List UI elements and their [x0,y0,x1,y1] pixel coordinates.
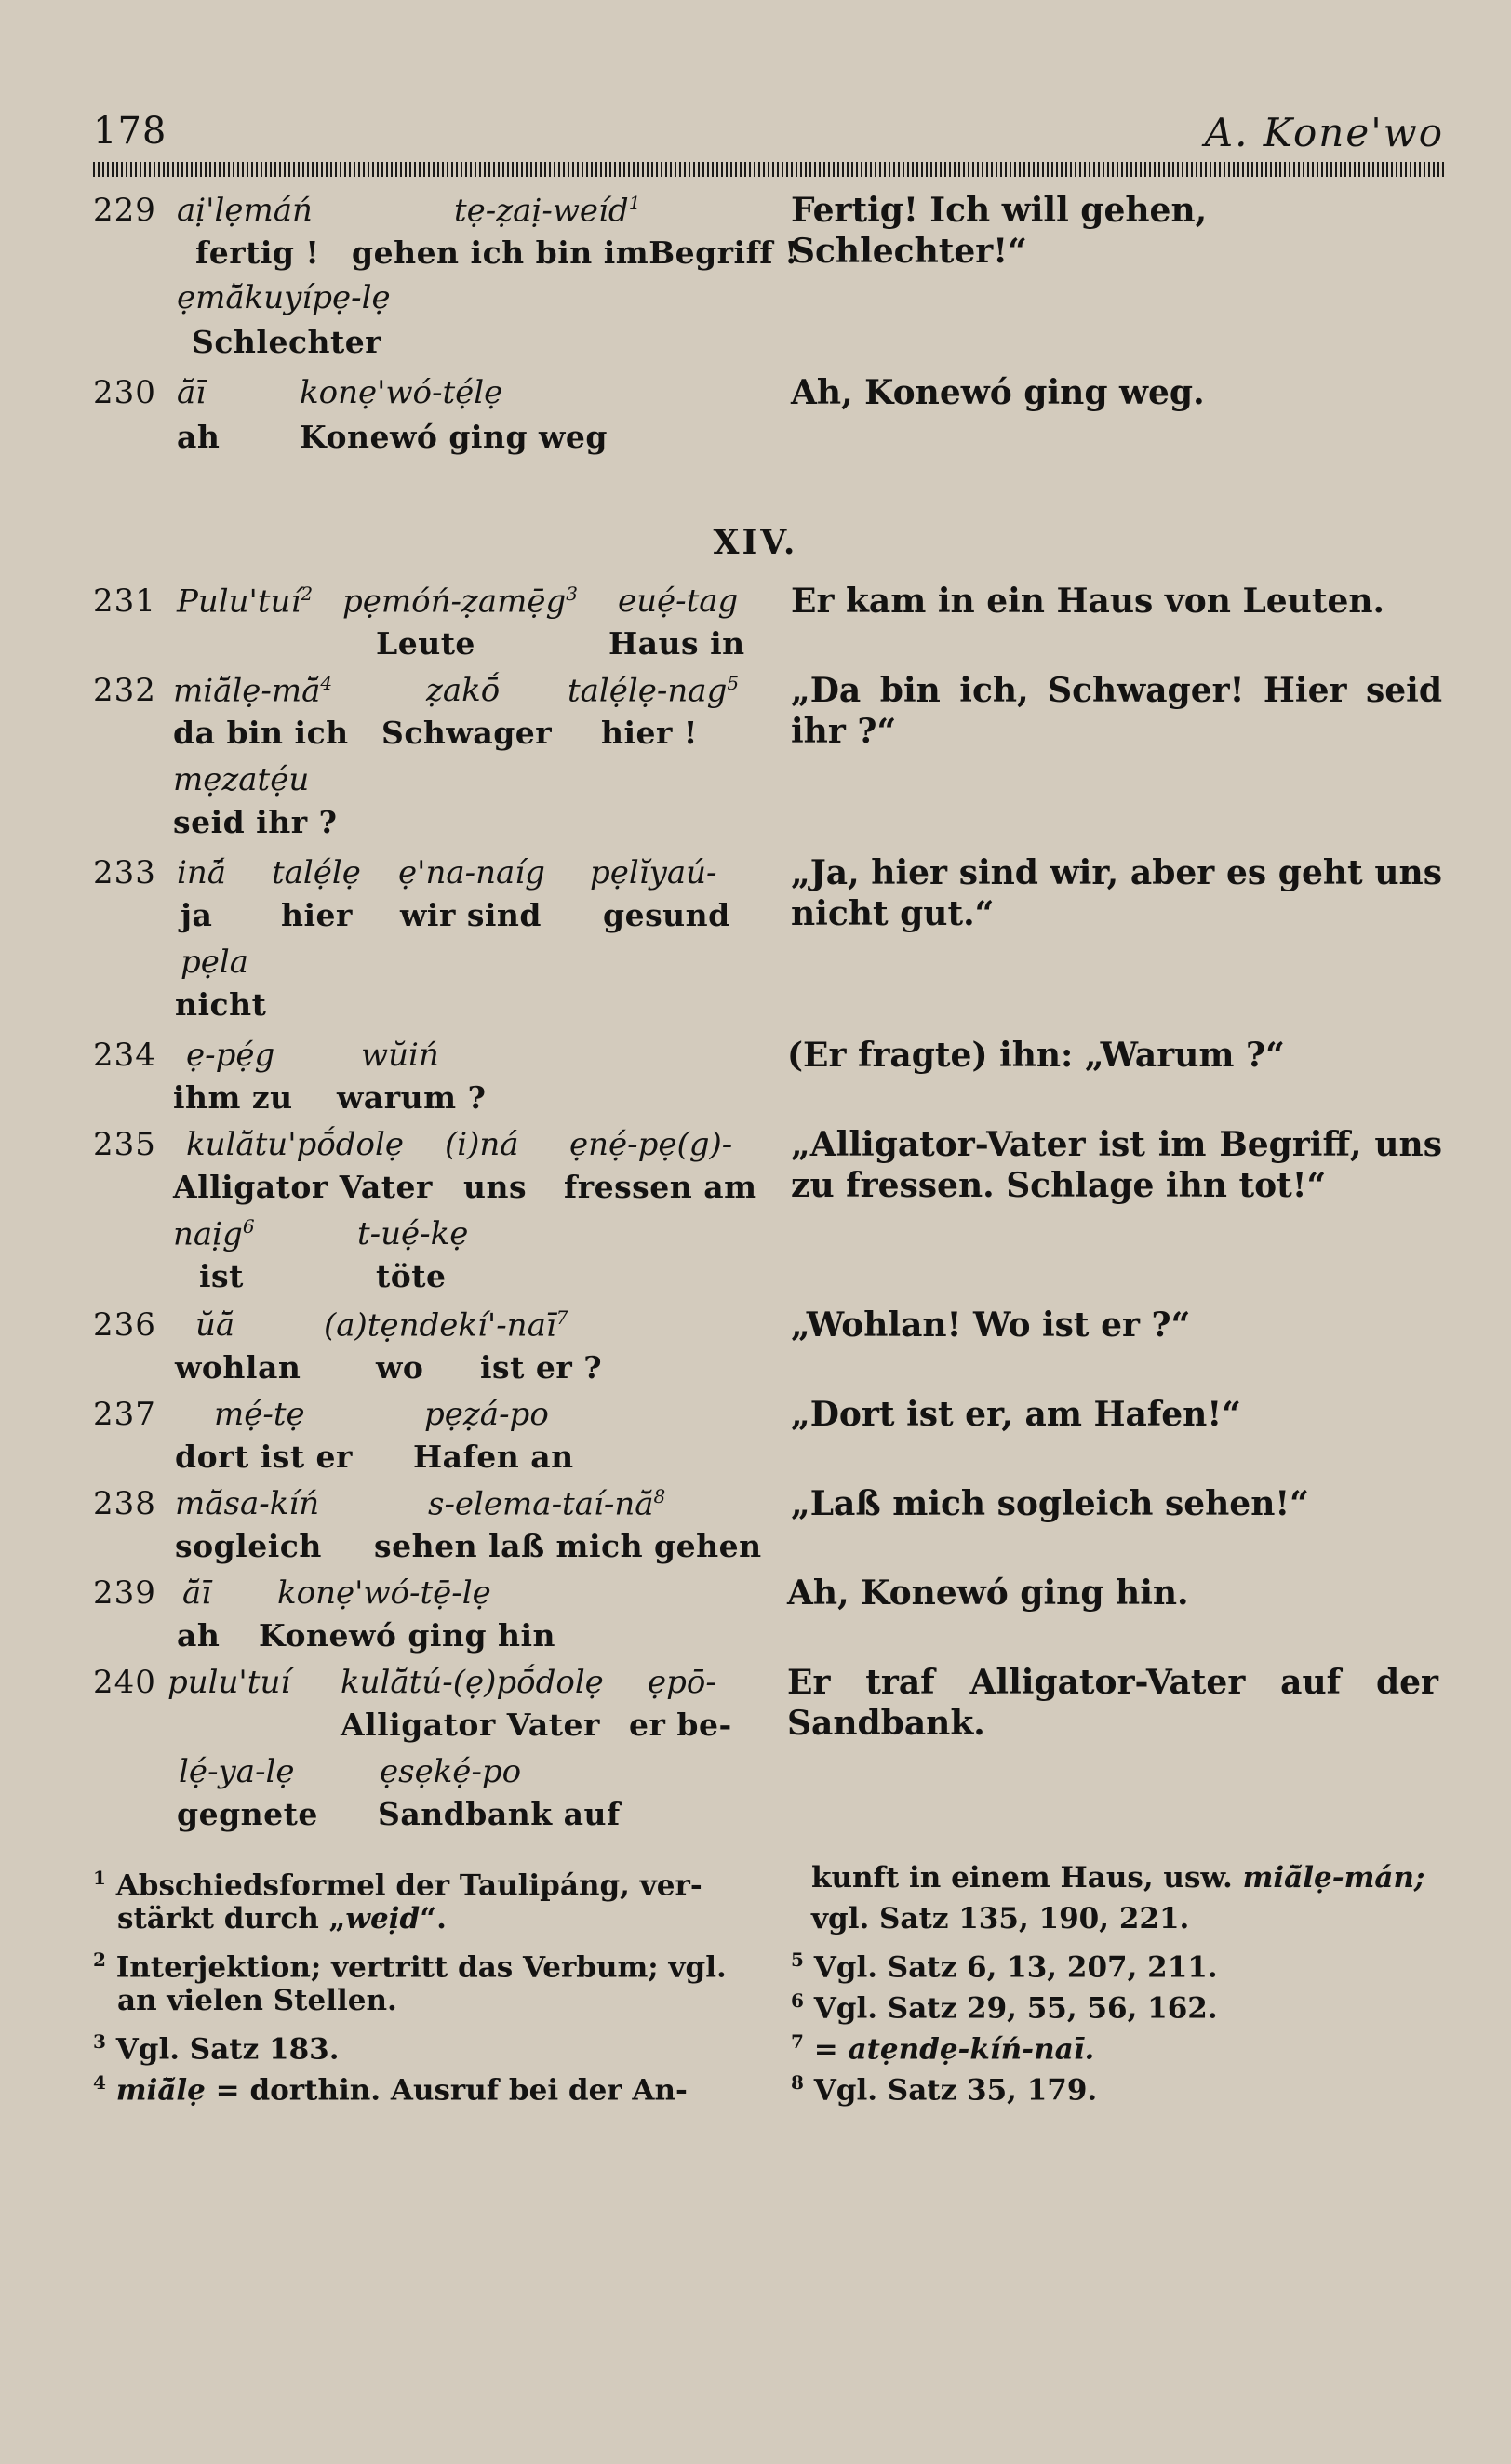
native-text: inā́ [177,854,227,891]
native-text: (a)tẹndekí'-naī$^7$ [324,1306,568,1345]
gloss: nicht [175,986,267,1023]
native-text: ẹnẹ́-pẹ(g)- [569,1126,733,1163]
native-text: ā̆ī [182,1574,212,1612]
native-text: s-elema-taí-nā̆$^8$ [428,1485,666,1523]
translation: „Laß mich sogleich sehen!“ [791,1484,1309,1523]
native-text: kulā̆tú-(ẹ)pṓdolẹ [341,1664,604,1701]
native-text: mā̆sa-kíń [175,1485,320,1522]
gloss: Schwager [381,715,553,751]
gloss: dort ist er [175,1439,353,1475]
gloss: Konewó ging weg [300,419,608,455]
native-text: ẹ-pẹ́g [186,1037,275,1074]
gloss: fressen am [564,1169,757,1205]
native-text: konẹ'wó-tẹ́lẹ [300,374,503,411]
footnote-5: $^5$ Vgl. Satz 6, 13, 207, 211. [791,1948,1218,1985]
footnote-4-cont: kunft in einem Haus, usw. miā̆lẹ-mán; [811,1861,1425,1895]
gloss: uns [463,1169,528,1205]
native-text: talẹ́lẹ-nag$^5$ [568,672,740,710]
gloss: töte [376,1258,447,1294]
footnote-4: $^4$ miā̆lẹ = dorthin. Ausruf bei der An- [93,2071,688,2108]
translation: (Er fragte) ihn: „Warum ?“ [787,1036,1285,1075]
entry-number: 234 [93,1037,156,1074]
footnote-6: $^6$ Vgl. Satz 29, 55, 56, 162. [791,1989,1218,2026]
gloss: er be- [629,1707,732,1743]
native-text: ẹsẹkẹ́-po [380,1753,522,1790]
gloss: gesund [603,897,730,933]
translation: Er traf Alligator-Vater auf der Sandbank. [787,1663,1438,1743]
gloss: sogleich [175,1528,322,1564]
gloss: Hafen an [413,1439,574,1475]
native-text: ẹmā̆kuyípẹ-lẹ [177,279,391,316]
native-text: ẹ'na-naíg [398,854,545,891]
gloss: ah [177,1617,221,1654]
native-text: talẹ́lẹ [272,854,361,891]
translation: „Da bin ich, Schwager! Hier seid ihr ?“ [791,671,1442,751]
gloss: Konewó ging hin [259,1617,556,1654]
entry-number: 230 [93,374,156,411]
gloss: Schlechter [192,324,382,360]
translation: „Alligator-Vater ist im Begriff, uns zu fressen. Schlage ihn tot!“ [791,1125,1442,1205]
native-text: t-uẹ́-kẹ [357,1215,469,1252]
translation: Er kam in ein Haus von Leuten. [791,582,1385,621]
gloss: hier [281,897,353,933]
entry-number: 229 [93,192,156,229]
header-rule [93,162,1444,177]
native-text: miā̆lẹ-mā̆$^4$ [173,672,333,710]
footnote-7: $^7$ = atẹndẹ-kíń-naī. [791,2030,1095,2067]
running-title: A. Kone'wo [1204,110,1444,155]
native-text: pẹẓá-po [424,1396,549,1433]
translation: Ah, Konewó ging weg. [791,373,1205,412]
translation: Ah, Konewó ging hin. [787,1573,1189,1613]
gloss: Leute [376,625,475,662]
translation: „Wohlan! Wo ist er ?“ [791,1306,1191,1345]
footnote-3: $^3$ Vgl. Satz 183. [93,2030,340,2067]
gloss: Haus in [608,625,745,662]
gloss: seid ihr ? [173,804,338,840]
entry-number: 239 [93,1574,156,1612]
footnote-1-cont: stärkt durch „weịd“. [117,1902,447,1935]
gloss: ja [181,897,213,933]
gloss: wir sind [400,897,542,933]
gloss: ah [177,419,221,455]
gloss: da bin ich [173,715,349,751]
gloss: hier ! [601,715,698,751]
native-text: mẹ́-tẹ [214,1396,305,1433]
native-text: wŭiń [361,1037,439,1074]
entry-number: 237 [93,1396,156,1433]
gloss: wo [376,1349,424,1386]
native-text: ā̆ī [177,374,207,411]
native-text: naịg$^6$ [173,1215,255,1253]
footnote-2-cont: an vielen Stellen. [117,1984,397,2017]
page-number: 178 [93,110,167,153]
native-text: ŭā̆ [195,1306,235,1344]
native-text: (i)ná [445,1126,519,1163]
native-text: pulu'tuí [167,1664,291,1701]
native-text: pẹla [181,944,249,981]
native-text: euẹ́-tag [618,583,739,620]
gloss: wohlan [175,1349,301,1386]
gloss: gehen ich bin imBegriff ! [352,234,798,271]
gloss: ist er ? [480,1349,603,1386]
gloss: ist [199,1258,244,1294]
footnote-8: $^8$ Vgl. Satz 35, 179. [791,2071,1098,2108]
entry-number: 231 [93,583,156,620]
entry-number: 235 [93,1126,156,1163]
footnote-4-cont: vgl. Satz 135, 190, 221. [811,1902,1190,1935]
native-text: konẹ'wó-tẹ̄-lẹ [277,1574,491,1612]
native-text: mẹzatẹ́u [173,761,310,798]
entry-number: 236 [93,1306,156,1344]
entry-number: 238 [93,1485,156,1522]
translation: Fertig! Ich will gehen, Schlechter!“ [791,191,1208,271]
entry-number: 240 [93,1664,156,1701]
native-text: tẹ-ẓaị-weíd$^1$ [454,192,641,230]
gloss: Alligator Vater [341,1707,600,1743]
gloss: gegnete [177,1796,318,1832]
entry-number: 233 [93,854,156,891]
gloss: fertig ! [195,234,320,271]
gloss: Alligator Vater [173,1169,433,1205]
gloss: ihm zu [173,1079,293,1116]
native-text: Pulu'tuí$^2$ [177,583,314,621]
native-text: ẓakṓ [426,672,501,709]
native-text: pẹlĭyaú- [590,854,717,891]
footnote-1: $^1$ Abschiedsformel der Taulipáng, ver- [93,1867,702,1903]
translation: „Ja, hier sind wir, aber es geht uns nicht gut.“ [791,853,1442,933]
native-text: kulā̆tu'pṓdolẹ [186,1126,405,1163]
gloss: warum ? [337,1079,487,1116]
entry-number: 232 [93,672,156,709]
translation: „Dort ist er, am Hafen!“ [791,1395,1241,1434]
gloss: sehen laß mich gehen [374,1528,762,1564]
native-text: pẹmóń-$ẓamẹ̄g^3$ [342,583,579,621]
gloss: Sandbank auf [378,1796,621,1832]
native-text: lẹ́-ya-lẹ [179,1753,295,1790]
footnote-2: $^2$ Interjektion; vertritt das Verbum; vgl. [93,1948,727,1985]
native-text: aị'lẹmáń [177,192,313,229]
section-heading: XIV. [713,523,798,562]
native-text: ẹpō- [648,1664,716,1701]
